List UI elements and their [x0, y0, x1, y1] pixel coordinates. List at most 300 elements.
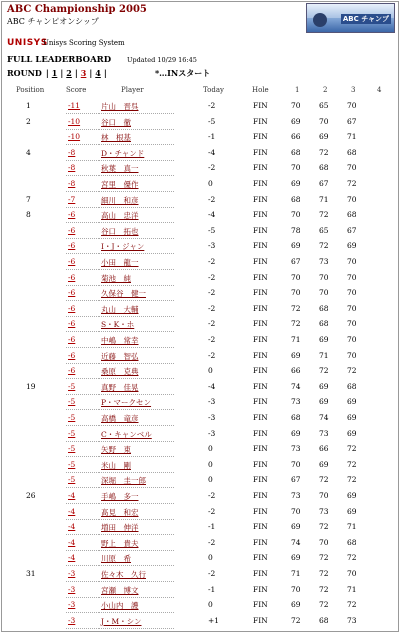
table-row	[0, 614, 400, 630]
round1-cell: 68	[291, 147, 301, 157]
round3-cell: 71	[347, 584, 357, 594]
player-link[interactable]: 矢野 東	[101, 445, 131, 455]
score-link[interactable]: -6	[68, 366, 76, 376]
player-link[interactable]: 中嶋 常幸	[101, 336, 139, 345]
round2-cell: 68	[319, 615, 329, 625]
table-row	[0, 224, 400, 240]
position-cell: 8	[26, 210, 31, 220]
round3-cell: 70	[347, 272, 357, 282]
player-link[interactable]: 近藤 智弘	[101, 351, 139, 361]
round1-cell: 73	[291, 444, 301, 454]
round3-cell: 72	[347, 553, 357, 563]
position-cell: 1	[26, 101, 31, 110]
table-row	[0, 427, 400, 443]
round1-cell: 67	[291, 257, 301, 266]
table-row	[0, 520, 400, 536]
round1-cell: 71	[291, 335, 301, 344]
today-cell: -1	[208, 584, 216, 594]
round1-cell: 74	[291, 381, 301, 391]
hole-cell: FIN	[253, 147, 268, 157]
round3-cell: 70	[347, 319, 357, 329]
score-link[interactable]: -6	[68, 241, 76, 251]
player-link[interactable]: 増田 伸洋	[101, 523, 139, 533]
round2-cell: 65	[319, 225, 329, 235]
today-cell: -2	[208, 350, 216, 360]
hole-cell: FIN	[253, 522, 268, 532]
today-cell: 0	[208, 600, 213, 610]
today-cell: -3	[208, 241, 216, 251]
player-link[interactable]: 細川 和彦	[101, 195, 139, 205]
player-link[interactable]: 野上 貴夫	[101, 538, 139, 548]
today-cell: -2	[208, 101, 216, 110]
round1-cell: 68	[291, 413, 301, 422]
player-link[interactable]: 林 根基	[101, 133, 131, 143]
score-link[interactable]: -4	[68, 506, 76, 516]
player-link[interactable]: 丸山 大輔	[101, 304, 139, 314]
player-link[interactable]: 谷口 拓也	[101, 226, 139, 236]
score-link[interactable]: -6	[68, 225, 76, 235]
today-cell: +1	[208, 615, 220, 625]
hole-cell: FIN	[253, 116, 268, 126]
round1-cell: 72	[291, 615, 301, 625]
player-link[interactable]: 川原 希	[101, 554, 131, 564]
col-header-r3: 3	[351, 86, 356, 94]
player-link[interactable]: 高橋 竜彦	[101, 414, 139, 423]
score-link[interactable]: -6	[68, 335, 76, 344]
player-link[interactable]: 深堀 圭一郎	[101, 476, 146, 486]
table-row	[0, 536, 400, 552]
round2-cell: 70	[319, 272, 329, 282]
player-link[interactable]: 米山 剛	[101, 460, 131, 470]
hole-cell: FIN	[253, 459, 268, 469]
unisys-logo: UNISYS	[7, 38, 48, 48]
round2-cell: 71	[319, 350, 329, 360]
round1-cell: 70	[291, 506, 301, 516]
hole-cell: FIN	[253, 366, 268, 376]
round1-cell: 78	[291, 225, 301, 235]
hole-cell: FIN	[253, 584, 268, 594]
page-subtitle: ABC チャンピオンシップ	[7, 17, 99, 26]
hole-cell: FIN	[253, 506, 268, 516]
round1-cell: 70	[291, 584, 301, 594]
hole-cell: FIN	[253, 241, 268, 251]
round1-cell: 71	[291, 569, 301, 578]
round1-cell: 69	[291, 350, 301, 360]
hole-cell: FIN	[253, 381, 268, 391]
round-link-3[interactable]: 3	[80, 68, 87, 78]
player-link[interactable]: 小田 龍一	[101, 258, 139, 267]
table-row	[0, 473, 400, 489]
today-cell: -2	[208, 163, 216, 173]
round1-cell: 69	[291, 428, 301, 438]
col-header-r2: 2	[323, 86, 328, 94]
score-link[interactable]: -10	[68, 132, 81, 142]
hole-cell: FIN	[253, 350, 268, 360]
table-row	[0, 333, 400, 349]
round2-cell: 70	[319, 116, 329, 126]
player-link[interactable]: 小山内 護	[101, 601, 139, 611]
score-link[interactable]: -5	[68, 475, 76, 485]
score-link[interactable]: -4	[68, 553, 76, 563]
round3-cell: 67	[347, 116, 357, 126]
hole-cell: FIN	[253, 272, 268, 282]
round1-cell: 73	[291, 491, 301, 500]
round2-cell: 70	[319, 537, 329, 547]
round1-cell: 69	[291, 600, 301, 610]
table-row	[0, 193, 400, 209]
hole-cell: FIN	[253, 225, 268, 235]
round1-cell: 70	[291, 163, 301, 173]
score-link[interactable]: -5	[68, 444, 76, 454]
table-row	[0, 583, 400, 599]
round3-cell: 72	[347, 600, 357, 610]
today-cell: -2	[208, 537, 216, 547]
today-cell: -1	[208, 522, 216, 532]
updated-timestamp: Updated 10/29 16:45	[127, 56, 197, 64]
table-row	[0, 317, 400, 333]
today-cell: -2	[208, 491, 216, 500]
hole-cell: FIN	[253, 163, 268, 173]
table-row	[0, 598, 400, 614]
today-cell: -3	[208, 397, 216, 407]
score-link[interactable]: -8	[68, 179, 76, 188]
round1-cell: 73	[291, 397, 301, 407]
table-row	[0, 130, 400, 146]
round1-cell: 70	[291, 101, 301, 110]
hole-cell: FIN	[253, 553, 268, 563]
today-cell: -4	[208, 381, 216, 391]
round2-cell: 72	[319, 569, 329, 578]
hole-cell: FIN	[253, 303, 268, 313]
player-link[interactable]: S・K・ホ	[101, 320, 135, 330]
round1-cell: 72	[291, 319, 301, 329]
player-link[interactable]: J・M・シン	[101, 616, 142, 626]
score-link[interactable]: -6	[68, 350, 76, 360]
today-cell: -2	[208, 319, 216, 329]
round1-cell: 69	[291, 241, 301, 251]
today-cell: -2	[208, 257, 216, 266]
round2-cell: 68	[319, 319, 329, 329]
score-link[interactable]: -5	[68, 459, 76, 469]
leaderboard-title: FULL LEADERBOARD	[7, 55, 112, 65]
round-link-4[interactable]: 4	[95, 68, 101, 78]
col-header-r1: 1	[295, 86, 300, 94]
round2-cell: 69	[319, 459, 329, 469]
player-link[interactable]: 久保谷 健一	[101, 289, 146, 299]
today-cell: -4	[208, 147, 216, 157]
player-link[interactable]: 片山 晋呉	[101, 102, 139, 111]
score-link[interactable]: -11	[68, 101, 81, 110]
round3-cell: 68	[347, 147, 357, 157]
banner-label: ABC チャンプ	[342, 15, 389, 23]
today-cell: 0	[208, 475, 213, 485]
table-row	[0, 255, 400, 271]
round2-cell: 68	[319, 303, 329, 313]
table-row	[0, 395, 400, 411]
player-link[interactable]: 髙見 和宏	[101, 507, 139, 517]
score-link[interactable]: -4	[68, 491, 76, 500]
today-cell: 0	[208, 444, 213, 454]
round-label: ROUND	[7, 68, 42, 78]
score-link[interactable]: -10	[68, 116, 81, 126]
score-link[interactable]: -5	[68, 381, 76, 391]
round3-cell: 70	[347, 288, 357, 298]
score-link[interactable]: -6	[68, 272, 76, 282]
round2-cell: 67	[319, 179, 329, 188]
today-cell: -5	[208, 116, 216, 126]
player-link[interactable]: 秋葉 真一	[101, 164, 139, 174]
score-link[interactable]: -4	[68, 522, 76, 532]
round2-cell: 69	[319, 381, 329, 391]
round2-cell: 69	[319, 397, 329, 407]
round2-cell: 65	[319, 101, 329, 110]
hole-cell: FIN	[253, 288, 268, 298]
player-link[interactable]: 手嶋 多一	[101, 492, 139, 501]
table-row	[0, 380, 400, 396]
col-header-position: Position	[16, 86, 45, 94]
today-cell: -2	[208, 288, 216, 298]
round3-cell: 69	[347, 506, 357, 516]
score-link[interactable]: -7	[68, 194, 76, 204]
sponsor-banner[interactable]	[306, 3, 395, 33]
table-row	[0, 99, 400, 115]
round2-cell: 69	[319, 335, 329, 344]
hole-cell: FIN	[253, 475, 268, 485]
round2-cell: 72	[319, 147, 329, 157]
hole-cell: FIN	[253, 569, 268, 578]
table-row	[0, 239, 400, 255]
round3-cell: 72	[347, 444, 357, 454]
hole-cell: FIN	[253, 101, 268, 110]
score-link[interactable]: -4	[68, 537, 76, 547]
player-link[interactable]: 菊池 純	[101, 273, 131, 283]
player-link[interactable]: 高山 忠洋	[101, 211, 139, 221]
score-link[interactable]: -8	[68, 147, 76, 157]
table-row	[0, 349, 400, 365]
today-cell: -2	[208, 506, 216, 516]
table-row	[0, 286, 400, 302]
round3-cell: 69	[347, 428, 357, 438]
scoring-system-label: Unisys Scoring System	[43, 39, 125, 47]
round2-cell: 70	[319, 491, 329, 500]
row-divider	[66, 628, 99, 629]
round3-cell: 71	[347, 522, 357, 532]
table-row	[0, 146, 400, 162]
today-cell: -5	[208, 225, 216, 235]
table-row	[0, 161, 400, 177]
round3-cell: 69	[347, 413, 357, 422]
player-link[interactable]: D・チャンド	[101, 148, 145, 158]
position-cell: 26	[26, 491, 36, 500]
table-row	[0, 271, 400, 287]
table-row	[0, 442, 400, 458]
table-row	[0, 567, 400, 583]
round3-cell: 73	[347, 615, 357, 625]
hole-cell: FIN	[253, 319, 268, 329]
score-link[interactable]: -5	[68, 428, 76, 438]
score-link[interactable]: -6	[68, 257, 76, 266]
col-header-today: Today	[203, 86, 224, 94]
today-cell: -2	[208, 194, 216, 204]
position-cell: 19	[26, 381, 36, 391]
table-row	[0, 458, 400, 474]
round2-cell: 72	[319, 210, 329, 220]
player-link[interactable]: I・J・ジャン	[101, 242, 145, 252]
today-cell: 0	[208, 366, 213, 376]
today-cell: -1	[208, 132, 216, 142]
round-link-1[interactable]: 1	[51, 68, 58, 78]
start-note: *…INスタート	[155, 68, 211, 78]
today-cell: -2	[208, 303, 216, 313]
hole-cell: FIN	[253, 194, 268, 204]
round1-cell: 66	[291, 132, 301, 142]
round3-cell: 69	[347, 491, 357, 500]
position-cell: 4	[26, 147, 31, 157]
today-cell: 0	[208, 553, 213, 563]
table-row	[0, 489, 400, 505]
round2-cell: 68	[319, 163, 329, 173]
position-cell: 2	[26, 116, 31, 126]
round3-cell: 70	[347, 350, 357, 360]
player-link[interactable]: 宮瀬 博文	[101, 585, 139, 595]
table-row	[0, 551, 400, 567]
table-row	[0, 115, 400, 131]
round3-cell: 71	[347, 132, 357, 142]
score-link[interactable]: -6	[68, 210, 76, 220]
today-cell: -3	[208, 428, 216, 438]
score-link[interactable]: -8	[68, 163, 76, 173]
player-link[interactable]: P・マークセン	[101, 398, 152, 408]
today-cell: -3	[208, 413, 216, 422]
score-link[interactable]: -3	[68, 569, 76, 578]
round3-cell: 69	[347, 397, 357, 407]
round1-cell: 72	[291, 303, 301, 313]
round1-cell: 70	[291, 272, 301, 282]
round1-cell: 69	[291, 179, 301, 188]
round1-cell: 70	[291, 288, 301, 298]
player-link[interactable]: 谷口 徹	[101, 117, 131, 127]
table-row	[0, 208, 400, 224]
hole-cell: FIN	[253, 428, 268, 438]
round3-cell: 68	[347, 210, 357, 220]
banner-logo-icon	[313, 13, 327, 27]
round2-cell: 70	[319, 288, 329, 298]
round-selector: ROUND | 1 | 2 | 3 | 4 |	[7, 68, 107, 78]
round2-cell: 74	[319, 413, 329, 422]
round2-cell: 72	[319, 522, 329, 532]
col-header-score: Score	[66, 86, 87, 94]
round2-cell: 72	[319, 553, 329, 563]
round1-cell: 68	[291, 194, 301, 204]
col-header-r4: 4	[377, 86, 382, 94]
today-cell: -2	[208, 335, 216, 344]
round2-cell: 72	[319, 366, 329, 376]
round3-cell: 69	[347, 241, 357, 251]
today-cell: -4	[208, 210, 216, 220]
col-header-hole: Hole	[252, 86, 269, 94]
round3-cell: 70	[347, 163, 357, 173]
hole-cell: FIN	[253, 444, 268, 454]
row-divider	[99, 628, 174, 629]
round3-cell: 70	[347, 335, 357, 344]
round3-cell: 72	[347, 179, 357, 188]
round2-cell: 73	[319, 428, 329, 438]
round2-cell: 69	[319, 132, 329, 142]
hole-cell: FIN	[253, 537, 268, 547]
round2-cell: 72	[319, 241, 329, 251]
today-cell: -2	[208, 569, 216, 578]
hole-cell: FIN	[253, 179, 268, 188]
hole-cell: FIN	[253, 413, 268, 422]
round1-cell: 69	[291, 116, 301, 126]
round2-cell: 71	[319, 194, 329, 204]
round1-cell: 67	[291, 475, 301, 485]
table-row	[0, 411, 400, 427]
score-link[interactable]: -3	[68, 584, 76, 594]
round2-cell: 72	[319, 600, 329, 610]
score-link[interactable]: -3	[68, 615, 76, 625]
round1-cell: 70	[291, 210, 301, 220]
score-link[interactable]: -6	[68, 303, 76, 313]
hole-cell: FIN	[253, 491, 268, 500]
round2-cell: 73	[319, 506, 329, 516]
hole-cell: FIN	[253, 397, 268, 407]
score-link[interactable]: -5	[68, 413, 76, 422]
table-row	[0, 364, 400, 380]
table-row	[0, 302, 400, 318]
hole-cell: FIN	[253, 210, 268, 220]
round3-cell: 70	[347, 101, 357, 110]
round2-cell: 72	[319, 475, 329, 485]
round3-cell: 67	[347, 225, 357, 235]
round3-cell: 70	[347, 569, 357, 578]
round2-cell: 66	[319, 444, 329, 454]
position-cell: 31	[26, 569, 36, 578]
today-cell: 0	[208, 459, 213, 469]
today-cell: 0	[208, 179, 213, 188]
hole-cell: FIN	[253, 335, 268, 344]
col-header-player: Player	[121, 86, 144, 94]
player-link[interactable]: 佐々木 久行	[101, 570, 146, 579]
score-link[interactable]: -3	[68, 600, 76, 610]
round1-cell: 74	[291, 537, 301, 547]
player-link[interactable]: 真野 佳晃	[101, 382, 139, 392]
round3-cell: 70	[347, 303, 357, 313]
round2-cell: 73	[319, 257, 329, 266]
score-link[interactable]: -5	[68, 397, 76, 407]
hole-cell: FIN	[253, 615, 268, 625]
position-cell: 7	[26, 194, 31, 204]
player-link[interactable]: 宮里 優作	[101, 180, 139, 189]
player-link[interactable]: 桑原 克典	[101, 367, 139, 377]
round1-cell: 69	[291, 522, 301, 532]
hole-cell: FIN	[253, 257, 268, 266]
hole-cell: FIN	[253, 600, 268, 610]
round3-cell: 68	[347, 537, 357, 547]
score-link[interactable]: -6	[68, 288, 76, 298]
round3-cell: 72	[347, 475, 357, 485]
table-row	[0, 177, 400, 193]
score-link[interactable]: -6	[68, 319, 76, 329]
round3-cell: 70	[347, 257, 357, 266]
round1-cell: 69	[291, 553, 301, 563]
page-title: ABC Championship 2005	[7, 4, 147, 15]
today-cell: -2	[208, 272, 216, 282]
round3-cell: 68	[347, 381, 357, 391]
player-link[interactable]: C・キャンベル	[101, 429, 152, 439]
round1-cell: 66	[291, 366, 301, 376]
round-link-2[interactable]: 2	[66, 68, 72, 78]
